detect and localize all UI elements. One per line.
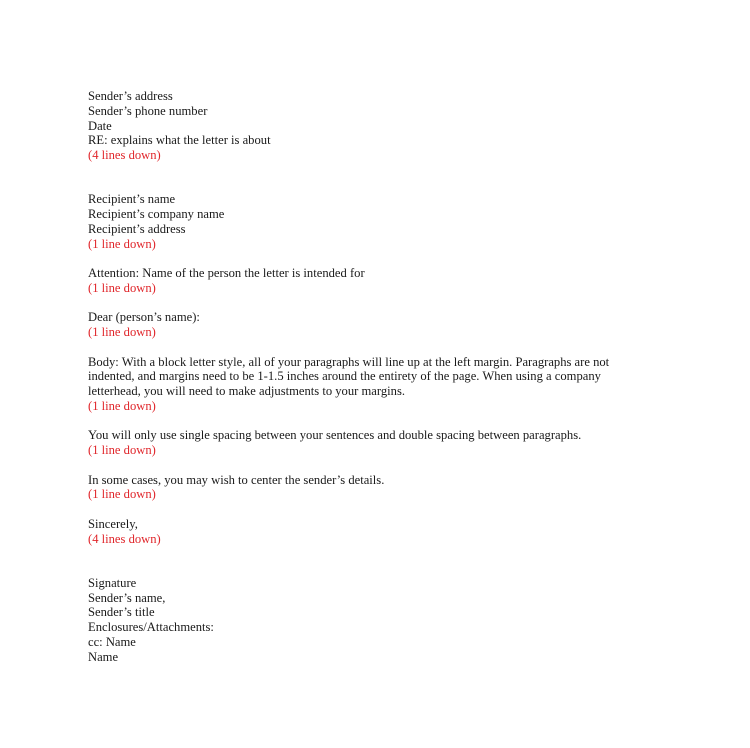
spacing-note: (1 line down)	[88, 325, 156, 339]
date: Date	[88, 118, 112, 133]
spacing-note: (1 line down)	[88, 398, 156, 413]
sender-phone: Sender’s phone number	[88, 103, 208, 118]
spacing-paragraph: You will only use single spacing between your sentences and double spacing between paragraphs.	[88, 428, 582, 443]
spacing-note: (1 line down)	[88, 236, 156, 251]
recipient-name: Recipient’s name	[88, 192, 176, 207]
blank-line	[88, 561, 648, 576]
body-line: indented, and margins need to be 1-1.5 inches around the entirety of the page. When using a company	[88, 369, 601, 384]
blank-line	[88, 178, 648, 193]
closing-block	[88, 517, 648, 547]
closing: Sincerely,	[88, 516, 138, 531]
body-line: Body: With a block letter style, all of your paragraphs will line up at the left margin. Paragraphs are not	[88, 354, 610, 369]
re-line: RE: explains what the letter is about	[88, 133, 271, 148]
attention-block	[88, 266, 648, 296]
center-block	[88, 473, 648, 503]
sender-address: Sender’s address	[88, 89, 173, 103]
recipient-block	[88, 192, 648, 251]
recipient-address: Recipient’s address	[88, 221, 186, 236]
signature: Signature	[88, 575, 137, 590]
attention-line: Attention: Name of the person the letter is intended for	[88, 266, 365, 280]
spacing-note: (4 lines down)	[88, 148, 161, 162]
body-block	[88, 355, 648, 414]
blank-line	[88, 340, 648, 355]
blank-line	[88, 251, 648, 266]
sender-title: Sender’s title	[88, 605, 155, 620]
enclosures: Enclosures/Attachments:	[88, 620, 214, 634]
sender-block	[88, 89, 648, 163]
blank-line	[88, 458, 648, 473]
blank-line	[88, 502, 648, 517]
spacing-note: (1 line down)	[88, 280, 156, 295]
salutation: Dear (person’s name):	[88, 310, 200, 325]
spacing-note: (1 line down)	[88, 487, 156, 502]
spacing-block	[88, 428, 648, 458]
center-paragraph: In some cases, you may wish to center the sender’s details.	[88, 472, 385, 487]
spacing-note: (4 lines down)	[88, 531, 161, 546]
blank-line	[88, 414, 648, 429]
signature-block	[88, 576, 648, 665]
blank-line	[88, 546, 648, 561]
salutation-block	[88, 310, 648, 340]
blank-line	[88, 163, 648, 178]
spacing-note: (1 line down)	[88, 443, 156, 457]
cc-name: Name	[88, 649, 119, 664]
blank-line	[88, 296, 648, 311]
body-line: letterhead, you will need to make adjustments to your margins.	[88, 384, 405, 398]
letter-template-document	[88, 89, 648, 664]
cc-line: cc: Name	[88, 634, 136, 649]
recipient-company: Recipient’s company name	[88, 207, 225, 221]
sender-name: Sender’s name,	[88, 590, 166, 605]
